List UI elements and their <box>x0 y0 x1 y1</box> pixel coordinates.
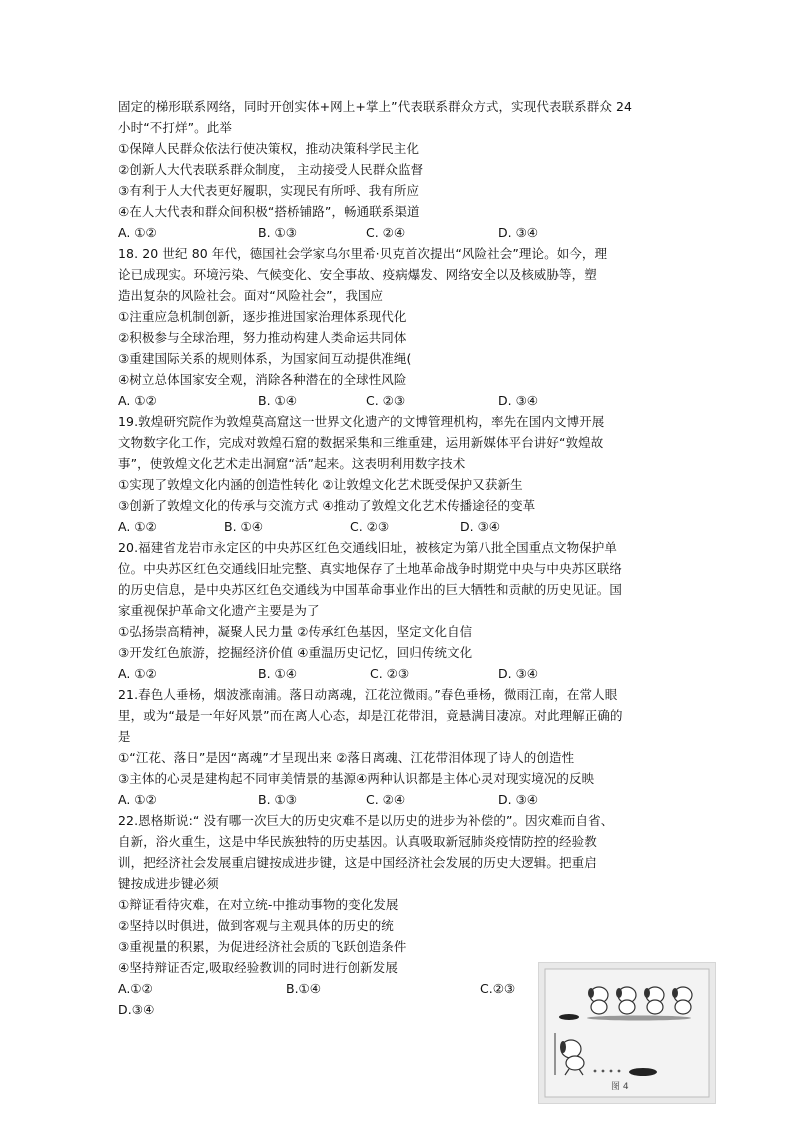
answer-option[interactable]: D. ③④ <box>498 792 538 807</box>
answer-option[interactable]: D.③④ <box>118 1002 155 1017</box>
figure-4-cartoon <box>538 962 716 1104</box>
question-text-line: 里，或为“最是一年好风景”而在离人心态，却是江花带泪，竟悬满目凄凉。对此理解正确的 <box>118 708 623 723</box>
question-text-line: ②坚持以时俱进，做到客观与主观具体的历史的统 <box>118 918 394 933</box>
question-text-line: ③重视量的积累，为促进经济社会质的飞跃创造条件 <box>118 939 407 954</box>
figure-caption: 图 4 <box>611 1082 629 1092</box>
answer-option[interactable]: C. ②④ <box>366 792 406 807</box>
answer-options <box>118 789 678 810</box>
question-text-line: ③开发红色旅游，挖掘经济价值 ④重温历史记忆，回归传统文化 <box>118 645 473 660</box>
answer-options <box>118 516 678 537</box>
question-text-line: 键按成进步键必须 <box>118 876 219 891</box>
question-text-line: 19.敦煌研究院作为敦煌莫高窟这一世界文化遗产的文博管理机构，率先在国内文博开展 <box>118 414 605 429</box>
answer-option[interactable]: A.①② <box>118 981 153 996</box>
question-block <box>118 537 678 684</box>
answer-option[interactable]: C. ②③ <box>366 393 406 408</box>
answer-option[interactable]: B.①④ <box>286 981 321 996</box>
answer-option[interactable]: A. ①② <box>118 225 157 240</box>
question-text-line: 20.福建省龙岩市永定区的中央苏区红色交通线旧址，被核定为第八批全国重点文物保护单 <box>118 540 617 555</box>
question-text-line: ④树立总体国家安全观，消除各种潜在的全球性风险 <box>118 372 407 387</box>
question-text-line: 小时“不打烊”。此举 <box>118 120 232 135</box>
question-text-line: ①“江花、落日”是因“离魂”才呈现出来 ②落日离魂、江花带泪体现了诗人的创造性 <box>118 750 575 765</box>
question-text-line: 22.恩格斯说:“ 没有哪一次巨大的历史灾难不是以历史的进步为补偿的”。因灾难而自省、 <box>118 813 614 828</box>
question-text-line: ①保障人民群众依法行使决策权，推动决策科学民主化 <box>118 141 420 156</box>
question-text-line: 18. 20 世纪 80 年代，德国社会学家乌尔里希·贝克首次提出“风险社会”理论。如今，理 <box>118 246 608 261</box>
answer-option[interactable]: B. ①③ <box>258 225 297 240</box>
answer-option[interactable]: B. ①④ <box>258 393 297 408</box>
question-block <box>118 96 678 243</box>
question-text-line: 造出复杂的风险社会。面对“风险社会”，我国应 <box>118 288 384 303</box>
question-text-line: ④坚持辩证否定,吸取经验教训的同时进行创新发展 <box>118 960 398 975</box>
answer-option[interactable]: C. ②③ <box>350 519 390 534</box>
answer-option[interactable]: A. ①② <box>118 519 157 534</box>
question-text-line: 文物数字化工作，完成对敦煌石窟的数据采集和三维重建，运用新媒体平台讲好“敦煌故 <box>118 435 604 450</box>
question-text-line: ④在人大代表和群众间积极“搭桥铺路”，畅通联系渠道 <box>118 204 420 219</box>
question-text-line: 自新，浴火重生，这是中华民族独特的历史基因。认真吸取新冠肺炎疫情防控的经验教 <box>118 834 597 849</box>
question-text-line: ①实现了敦煌文化内涵的创造性转化 ②让敦煌文化艺术既受保护又获新生 <box>118 477 523 492</box>
question-text-line: ①辩证看待灾难，在对立统-中推动事物的变化发展 <box>118 897 399 912</box>
question-text-line: ①弘扬崇高精神，凝聚人民力量 ②传承红色基因，坚定文化自信 <box>118 624 473 639</box>
question-text-line: 家重视保护革命文化遗产主要是为了 <box>118 603 320 618</box>
answer-option[interactable]: D. ③④ <box>498 393 538 408</box>
answer-option[interactable]: D. ③④ <box>498 225 538 240</box>
question-list <box>118 96 678 1020</box>
answer-option[interactable]: C. ②④ <box>366 225 406 240</box>
answer-option[interactable]: C.②③ <box>480 981 516 996</box>
answer-option[interactable]: B. ①④ <box>224 519 263 534</box>
question-text-line: 事”，使敦煌文化艺术走出洞窟“活”起来。这表明利用数字技术 <box>118 456 466 471</box>
answer-option[interactable]: A. ①② <box>118 666 157 681</box>
question-text-line: ②积极参与全球治理，努力推动构建人类命运共同体 <box>118 330 407 345</box>
answer-option[interactable]: A. ①② <box>118 393 157 408</box>
answer-option[interactable]: D. ③④ <box>460 519 500 534</box>
question-text-line: ③重建国际关系的规则体系，为国家间互动提供准绳( <box>118 351 412 366</box>
answer-option[interactable]: B. ①④ <box>258 666 297 681</box>
question-text-line: ②创新人大代表联系群众制度， 主动接受人民群众监督 <box>118 162 424 177</box>
question-text-line: 是 <box>118 729 131 744</box>
question-text-line: 固定的梯形联系网络，同时开创实体+网上+掌上”代表联系群众方式，实现代表联系群众 24 <box>118 99 633 114</box>
question-block <box>118 684 678 810</box>
answer-options <box>118 663 678 684</box>
question-text-line: 训，把经济社会发展重启键按成进步键，这是中国经济社会发展的历史大逻辑。把重启 <box>118 855 597 870</box>
document-body <box>118 96 678 1020</box>
question-text-line: ③创新了敦煌文化的传承与交流方式 ④推动了敦煌文化艺术传播途径的变革 <box>118 498 536 513</box>
answer-option[interactable]: D. ③④ <box>498 666 538 681</box>
question-text-line: ③主体的心灵是建构起不同审美情景的基源④两种认识都是主体心灵对现实境况的反映 <box>118 771 595 786</box>
question-block <box>118 411 678 537</box>
answer-options <box>118 390 678 411</box>
answer-option[interactable]: B. ①③ <box>258 792 297 807</box>
question-text-line: 21.春色人垂杨，烟波涨南浦。落日动离魂，江花泣微雨。”春色垂杨，微雨江南，在常人眼 <box>118 687 618 702</box>
question-text-line: 的历史信息，是中央苏区红色交通线为中国革命事业作出的巨大牺牲和贡献的历史见证。国 <box>118 582 623 597</box>
question-text-line: 位。中央苏区红色交通线旧址完整、真实地保存了土地革命战争时期党中央与中央苏区联络 <box>118 561 623 576</box>
question-text-line: ①注重应急机制创新，逐步推进国家治理体系现代化 <box>118 309 407 324</box>
answer-option[interactable]: A. ①② <box>118 792 157 807</box>
question-text-line: ③有利于人大代表更好履职，实现民有所呼、我有所应 <box>118 183 420 198</box>
answer-options <box>118 222 678 243</box>
question-block <box>118 243 678 411</box>
question-text-line: 论已成现实。环境污染、气候变化、安全事故、疫病爆发、网络安全以及核威胁等，塑 <box>118 267 597 282</box>
answer-option[interactable]: C. ②③ <box>370 666 410 681</box>
